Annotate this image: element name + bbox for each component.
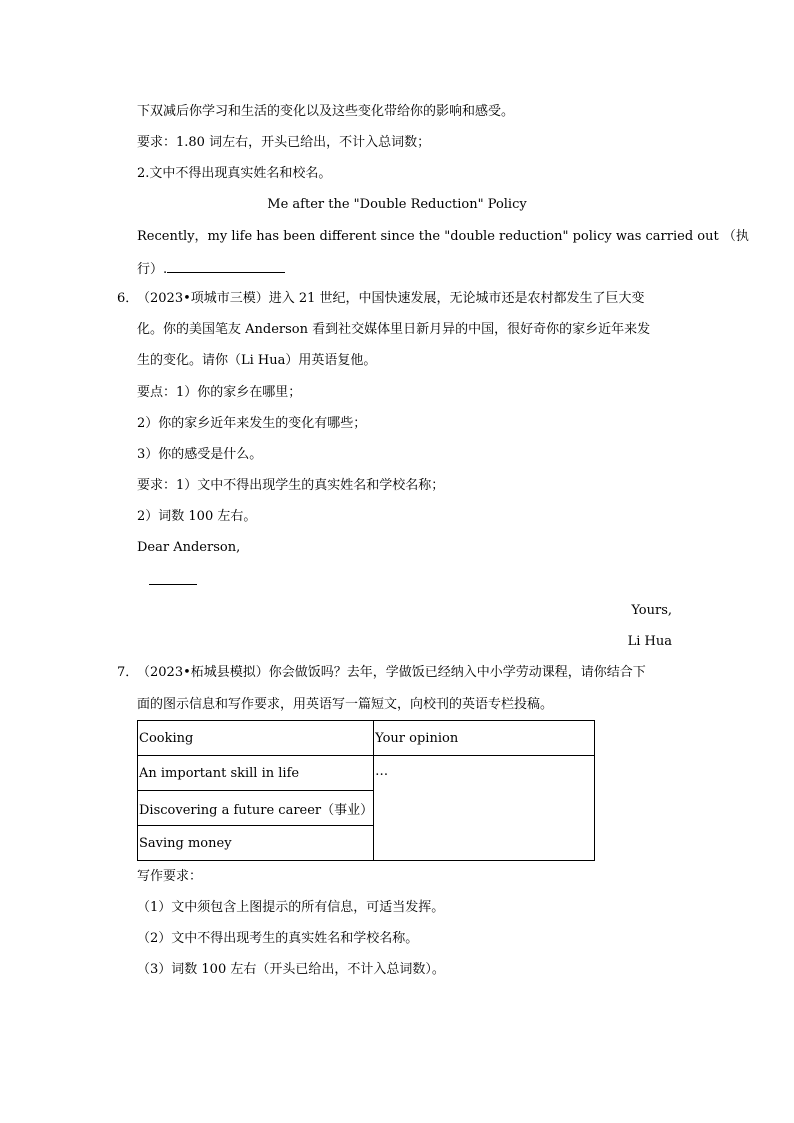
q6-letter-greeting: Dear Anderson, — [137, 540, 241, 555]
table-row — [138, 756, 595, 791]
table-cell: An important skill in life — [138, 756, 374, 791]
q6-requirement-2: 2）词数 100 左右。 — [137, 509, 257, 524]
table-header-cooking: Cooking — [138, 721, 374, 756]
q6-point-3: 3）你的感受是什么。 — [137, 447, 263, 462]
q7-requirement-2: （2）文中不得出现考生的真实姓名和学校名称。 — [137, 931, 419, 946]
q6-requirement-1: 要求：1）文中不得出现学生的真实姓名和学校名称； — [137, 478, 445, 493]
table-row — [138, 721, 595, 756]
q7-prompt-line-1: （2023•柘城县模拟）你会做饭吗？去年，学做饭已经纳入中小学劳动课程，请你结合下 — [137, 665, 646, 680]
q5-essay-start-text: 行）. — [137, 262, 168, 277]
q6-letter-blank-line — [149, 572, 197, 590]
q6-number: 6． — [117, 291, 139, 306]
table-cell: Saving money — [138, 826, 374, 861]
q6-answer-blank — [149, 572, 197, 585]
q6-point-2: 2）你的家乡近年来发生的变化有哪些； — [137, 416, 367, 431]
table-cell: Discovering a future career（事业） — [138, 791, 374, 826]
q7-prompt-line-2: 面的图示信息和写作要求，用英语写一篇短文，向校刊的英语专栏投稿。 — [137, 697, 554, 712]
q5-essay-start-cont — [137, 260, 285, 278]
q6-prompt-line-2: 化。你的美国笔友 Anderson 看到社交媒体里日新月异的中国，很好奇你的家乡近年来发 — [137, 322, 651, 337]
table-header-opinion: Your opinion — [374, 721, 595, 756]
q7-requirements-title: 写作要求： — [137, 869, 203, 884]
q7-requirement-3: （3）词数 100 左右（开头已给出，不计入总词数）。 — [137, 962, 445, 977]
q5-prompt-line: 下双减后你学习和生活的变化以及这些变化带给你的影响和感受。 — [137, 104, 515, 119]
table-opinion-cell: … — [374, 756, 595, 861]
q5-requirement-1: 要求：1.80 词左右，开头已给出，不计入总词数； — [137, 135, 431, 150]
q6-letter-closing: Yours, — [631, 603, 672, 618]
q7-number: 7． — [117, 665, 139, 680]
q6-point-1: 要点：1）你的家乡在哪里； — [137, 385, 302, 400]
q7-info-table — [137, 720, 595, 861]
q6-prompt-line-3: 生的变化。请你（Li Hua）用英语复他。 — [137, 353, 377, 368]
q6-letter-signature: Li Hua — [627, 634, 672, 649]
q5-essay-title: Me after the "Double Reduction" Policy — [267, 197, 527, 212]
q5-requirement-2: 2.文中不得出现真实姓名和校名。 — [137, 166, 332, 181]
q7-requirement-1: （1）文中须包含上图提示的所有信息，可适当发挥。 — [137, 900, 445, 915]
q6-prompt-line-1: （2023•项城市三模）进入 21 世纪，中国快速发展，无论城市还是农村都发生了巨大变 — [137, 291, 645, 306]
q5-essay-start: Recently，my life has been different since the "double reduction" policy was carried out （执 — [137, 229, 749, 244]
q5-answer-blank — [167, 260, 285, 273]
